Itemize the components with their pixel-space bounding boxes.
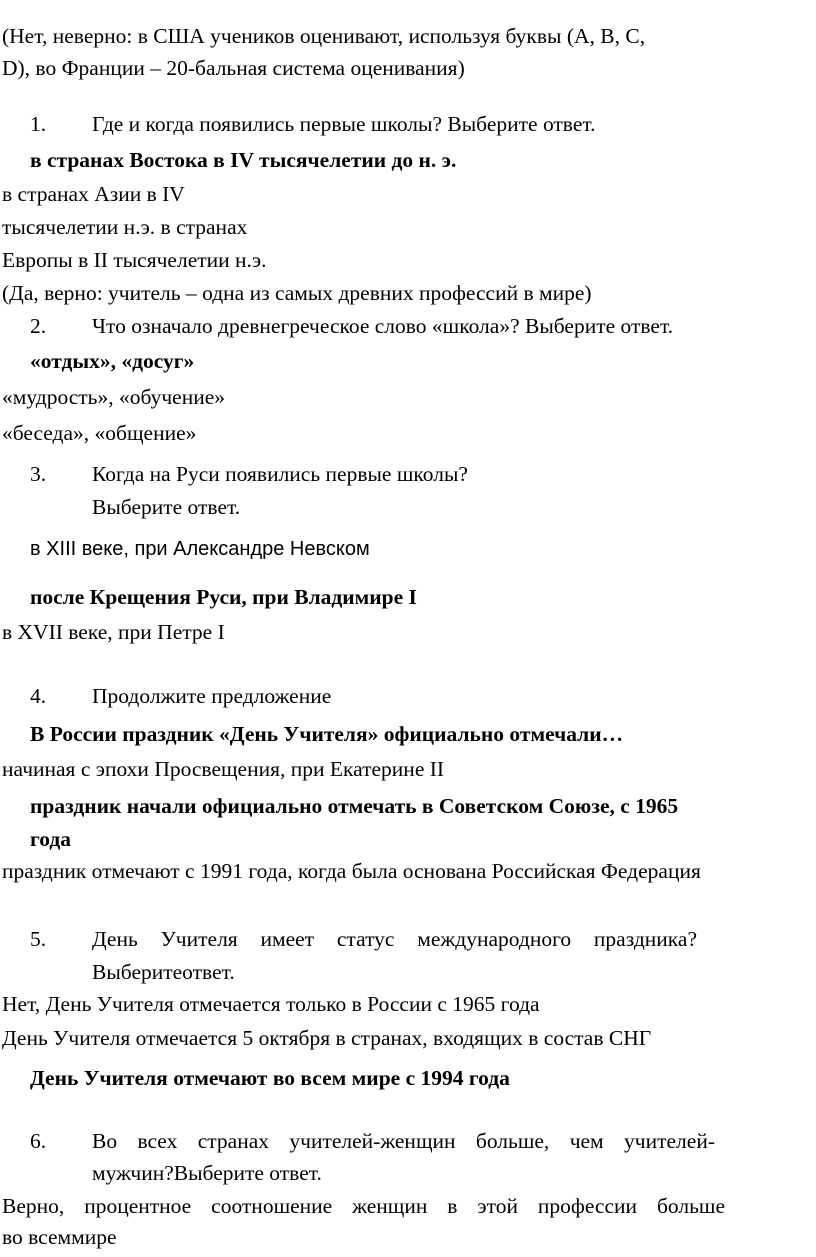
q6-number: 6.	[30, 1129, 47, 1153]
q3-answer-correct: после Крещения Руси, при Владимире I	[30, 585, 417, 609]
q6-answer-a-line1: Верно, процентное соотношение женщин в этой профессии больше	[2, 1194, 725, 1218]
q1-question: Где и когда появились первые школы? Выберите ответ.	[92, 112, 596, 136]
q4-answer-correct-line2: года	[30, 827, 71, 851]
intro-comment-line1: (Нет, неверно: в США учеников оценивают, используя буквы (A, B, C,	[2, 24, 646, 48]
q1-answer-a-line1: в странах Азии в IV	[2, 182, 185, 206]
q5-question-line2: Выберитеответ.	[92, 960, 235, 984]
q2-number: 2.	[30, 314, 47, 338]
q3-question-line2: Выберите ответ.	[92, 495, 241, 519]
q3-answer-a: в XIII веке, при Александре Невском	[30, 538, 370, 560]
q1-answer-a-line2: тысячелетии н.э. в странах	[2, 215, 248, 239]
q3-answer-b: в XVII веке, при Петре I	[2, 620, 225, 644]
q4-answer-a: начиная с эпохи Просвещения, при Екатерине II	[2, 757, 445, 781]
q4-question: Продолжите предложение	[92, 684, 332, 708]
q1-comment: (Да, верно: учитель – одна из самых древних профессий в мире)	[2, 281, 592, 305]
q1-number: 1.	[30, 112, 47, 136]
q6-question-line2: мужчин?Выберите ответ.	[92, 1161, 322, 1185]
q2-answer-b: «беседа», «общение»	[2, 421, 197, 445]
q3-question-line1: Когда на Руси появились первые школы?	[92, 462, 468, 486]
q1-answer-b: Европы в II тысячелетии н.э.	[2, 248, 267, 272]
q5-number: 5.	[30, 927, 47, 951]
q2-answer-a: «мудрость», «обучение»	[2, 385, 225, 409]
q4-number: 4.	[30, 684, 47, 708]
q6-answer-a-line2: во всеммире	[2, 1225, 117, 1249]
intro-comment-line2: D), во Франции – 20-бальная система оценивания)	[2, 56, 465, 80]
q3-number: 3.	[30, 462, 47, 486]
q6-question-line1: Во всех странах учителей-женщин больше, чем учителей-	[92, 1129, 715, 1153]
q5-answer-correct: День Учителя отмечают во всем мире с 1994 года	[30, 1066, 510, 1090]
q2-answer-correct: «отдых», «досуг»	[30, 349, 195, 373]
q4-answer-b: праздник отмечают с 1991 года, когда была основана Российская Федерация	[2, 859, 701, 883]
q5-question-line1: День Учителя имеет статус международного праздника?	[92, 927, 697, 951]
q2-question: Что означало древнегреческое слово «школа»? Выберите ответ.	[92, 314, 674, 338]
q5-answer-b: День Учителя отмечается 5 октября в странах, входящих в состав СНГ	[2, 1026, 652, 1050]
q4-stem: В России праздник «День Учителя» официально отмечали…	[30, 722, 624, 746]
q1-answer-correct: в странах Востока в IV тысячелетии до н. э.	[30, 148, 457, 172]
q4-answer-correct-line1: праздник начали официально отмечать в Советском Союзе, с 1965	[30, 794, 679, 818]
q5-answer-a: Нет, День Учителя отмечается только в России с 1965 года	[2, 992, 540, 1016]
